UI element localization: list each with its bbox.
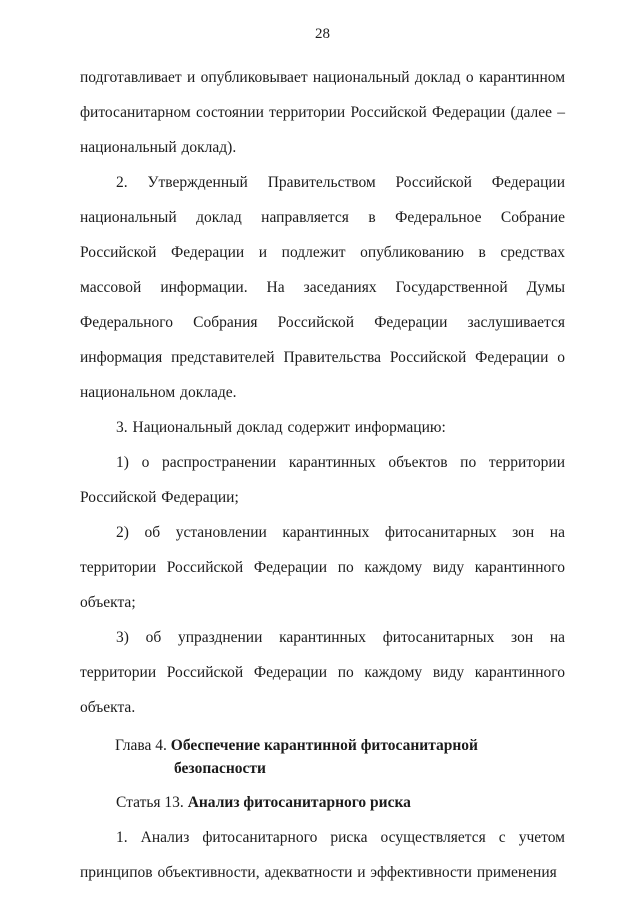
chapter-heading bbox=[80, 734, 565, 780]
paragraph-article13-clause-1: 1. Анализ фитосанитарного риска осуществляется с учетом принципов объективности, адекватности и эффективности применения bbox=[80, 829, 565, 881]
paragraph-clause-3: 3. Национальный доклад содержит информацию: bbox=[116, 419, 446, 436]
list-item-3: 3) об упразднении карантинных фитосанитарных зон на территории Российской Федерации по каждому виду карантинного объекта. bbox=[80, 629, 565, 716]
article-heading bbox=[80, 785, 565, 820]
list-item-2: 2) об установлении карантинных фитосанитарных зон на территории Российской Федерации по каждому виду карантинного объекта; bbox=[80, 524, 565, 611]
article-label: Статья 13. bbox=[116, 794, 184, 811]
page-number: 28 bbox=[315, 26, 330, 42]
list-item-1: 1) о распространении карантинных объектов по территории Российской Федерации; bbox=[80, 454, 565, 506]
paragraph-clause-2: 2. Утвержденный Правительством Российской Федерации национальный доклад направляется в Федеральное Собрание Российской Федерации и подлежит опубликованию в средствах массовой информации. На заседаниях Государственной Думы Федерального Собрания Российской Федерации заслушивается информация представителей Правительства Российской Федерации о национальном докладе. bbox=[80, 174, 565, 401]
article-title: Анализ фитосанитарного риска bbox=[187, 794, 411, 811]
document-content bbox=[80, 60, 565, 890]
chapter-title: Обеспечение карантинной фитосанитарной безопасности bbox=[170, 737, 478, 777]
paragraph-continuation: подготавливает и опубликовывает национальный доклад о карантинном фитосанитарном состоянии территории Российской Федерации (далее – национальный доклад). bbox=[80, 69, 565, 156]
chapter-label: Глава 4. bbox=[115, 737, 167, 754]
